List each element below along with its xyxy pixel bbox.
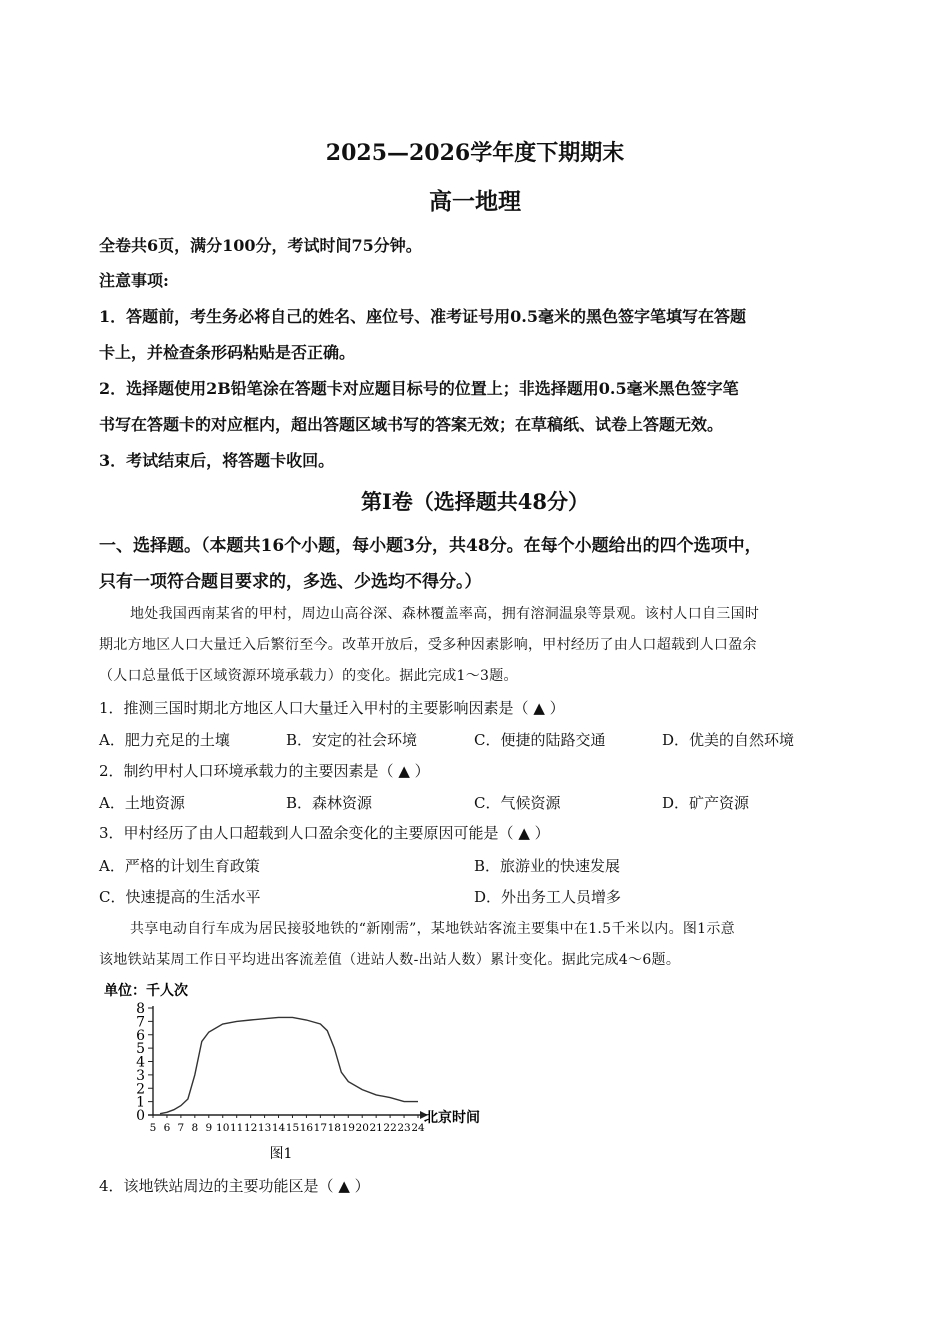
section-instruction-line-2: 只有一项符合题目要求的，多选、少选均不得分。） xyxy=(99,572,482,592)
chart-x-tick-label: 14 xyxy=(271,1122,286,1134)
chart-x-tick-label: 22 xyxy=(383,1122,397,1134)
chart-x-tick-label: 21 xyxy=(369,1122,383,1134)
chart-x-tick-label: 17 xyxy=(313,1122,328,1134)
question-1-option-a: A．肥力充足的土壤 xyxy=(99,731,230,749)
note-2-line-2: 书写在答题卡的对应框内，超出答题区域书写的答案无效；在草稿纸、试卷上答题无效。 xyxy=(99,415,724,434)
chart-x-axis-label: 北京时间 xyxy=(424,1110,480,1126)
chart-x-tick-label: 23 xyxy=(397,1122,411,1134)
chart-y-tick-label: 2 xyxy=(136,1081,145,1098)
question-2-option-b: B．森林资源 xyxy=(286,794,373,812)
question-3-option-b: B．旅游业的快速发展 xyxy=(474,857,621,875)
chart-x-tick-label: 5 xyxy=(149,1122,157,1134)
note-2-line-1: 2．选择题使用2B铅笔涂在答题卡对应题目标号的位置上；非选择题用0.5毫米黑色签字笔 xyxy=(99,379,739,398)
question-3-option-c: C．快速提高的生活水平 xyxy=(99,888,261,906)
chart-y-tick-label: 7 xyxy=(136,1014,145,1031)
question-2-option-d: D．矿产资源 xyxy=(662,794,750,812)
chart-unit-label: 单位：千人次 xyxy=(104,983,188,999)
chart-y-tick-label: 1 xyxy=(136,1094,145,1111)
question-1-option-b: B．安定的社会环境 xyxy=(286,731,418,749)
question-2-option-c: C．气候资源 xyxy=(474,794,561,812)
question-4-stem: 4．该地铁站周边的主要功能区是（ ▲ ） xyxy=(99,1177,370,1195)
chart-x-tick-label: 10 xyxy=(216,1122,230,1134)
question-1-option-c: C．便捷的陆路交通 xyxy=(474,731,606,749)
question-3-option-a: A．严格的计划生育政策 xyxy=(99,857,260,875)
chart-x-tick-label: 18 xyxy=(327,1122,342,1134)
chart-x-tick-label: 11 xyxy=(229,1122,244,1134)
chart-y-tick-label: 4 xyxy=(136,1054,145,1071)
question-2-stem: 2．制约甲村人口环境承载力的主要因素是（ ▲ ） xyxy=(99,762,430,780)
passage-1-line-3: （人口总量低于区域资源环境承载力）的变化。据此完成1～3题。 xyxy=(99,668,518,684)
chart-x-tick-label: 9 xyxy=(205,1122,213,1134)
passage-2-line-1: 共享电动自行车成为居民接驳地铁的“新刚需”，某地铁站客流主要集中在1.5千米以内。图1示意 xyxy=(130,921,735,937)
subject-title: 高一地理 xyxy=(429,188,521,215)
chart-y-tick-label: 0 xyxy=(136,1108,145,1124)
chart-x-tick-label: 12 xyxy=(243,1122,258,1134)
chart-x-tick-label: 13 xyxy=(257,1122,272,1134)
chart-y-tick-label: 6 xyxy=(136,1027,145,1044)
chart-x-tick-label: 6 xyxy=(163,1122,171,1134)
chart-y-tick-label: 5 xyxy=(136,1041,145,1058)
chart-x-tick-label: 24 xyxy=(411,1122,425,1134)
chart-y-tick-label: 8 xyxy=(136,1001,145,1017)
chart-x-tick-label: 16 xyxy=(299,1122,314,1134)
passage-1-line-1: 地处我国西南某省的甲村，周边山高谷深、森林覆盖率高，拥有溶洞温泉等景观。该村人口自三国时 xyxy=(130,606,760,622)
chart-x-tick-label: 8 xyxy=(191,1122,199,1134)
note-3: 3．考试结束后，将答题卡收回。 xyxy=(99,451,335,470)
exam-title: 2025—2026学年度下期期末 xyxy=(325,140,625,166)
question-2-option-a: A．土地资源 xyxy=(99,794,185,812)
question-1-option-d: D．优美的自然环境 xyxy=(662,731,795,749)
section-title: 第I卷（选择题共48分） xyxy=(360,489,590,514)
note-1-line-1: 1．答题前，考生务必将自己的姓名、座位号、准考证号用0.5毫米的黑色签字笔填写在答题 xyxy=(99,307,746,326)
chart-x-tick-label: 7 xyxy=(177,1122,185,1134)
question-1-stem: 1．推测三国时期北方地区人口大量迁入甲村的主要影响因素是（ ▲ ） xyxy=(99,699,565,717)
chart-y-tick-label: 3 xyxy=(136,1067,145,1084)
notes-heading: 注意事项: xyxy=(99,271,169,290)
section-instruction-line-1: 一、选择题。（本题共16个小题，每小题3分，共48分。在每个小题给出的四个选项中， xyxy=(99,536,762,556)
figure-caption: 图1 xyxy=(269,1146,293,1162)
chart-series-line xyxy=(160,1017,418,1113)
note-1-line-2: 卡上，并检查条形码粘贴是否正确。 xyxy=(99,343,356,362)
chart-x-tick-label: 19 xyxy=(341,1122,355,1134)
chart-x-tick-label: 15 xyxy=(285,1122,300,1134)
passage-2-line-2: 该地铁站某周工作日平均进出客流差值（进站人数-出站人数）累计变化。据此完成4～6题。 xyxy=(99,952,681,968)
passage-1-line-2: 期北方地区人口大量迁入后繁衍至今。改革开放后，受多种因素影响，甲村经历了由人口超载到人口盈余 xyxy=(99,637,757,653)
question-3-option-d: D．外出务工人员增多 xyxy=(474,888,622,906)
chart-x-tick-label: 20 xyxy=(355,1122,369,1134)
figure-1-chart xyxy=(0,975,520,1165)
exam-info: 全卷共6页，满分100分，考试时间75分钟。 xyxy=(99,236,422,255)
question-3-stem: 3．甲村经历了由人口超载到人口盈余变化的主要原因可能是（ ▲ ） xyxy=(99,824,550,842)
